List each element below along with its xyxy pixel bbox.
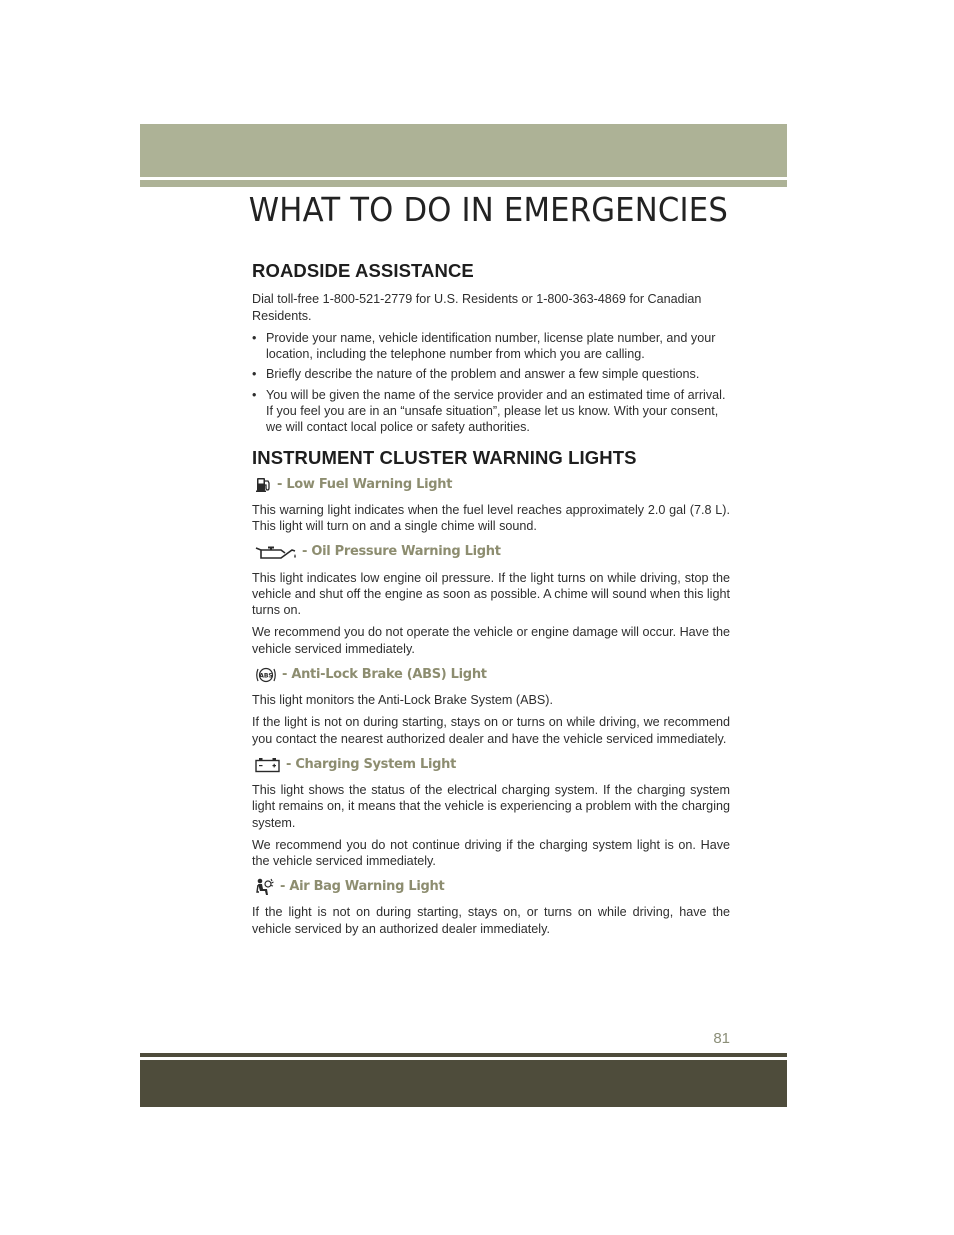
roadside-heading: ROADSIDE ASSISTANCE bbox=[252, 260, 474, 281]
footer-band bbox=[140, 1060, 787, 1107]
air-bag-description: If the light is not on during starting, stays on, or turns on while driving, have the vehicle serviced by an authorized dealer immediately. bbox=[252, 905, 730, 936]
warning-light-charging bbox=[252, 755, 730, 775]
warning-light-low-fuel bbox=[252, 475, 730, 495]
air-bag-icon bbox=[255, 878, 275, 896]
abs-description: This light monitors the Anti-Lock Brake System (ABS). bbox=[252, 693, 553, 708]
warning-light-abs bbox=[252, 665, 730, 685]
roadside-list bbox=[252, 330, 730, 436]
list-item bbox=[252, 366, 730, 382]
low-fuel-description: This warning light indicates when the fuel level reaches approximately 2.0 gal (7.8 L). This light will turn on and a single chime will sound. bbox=[252, 502, 730, 534]
oil-pressure-recommendation: We recommend you do not operate the vehicle or engine damage will occur. Have the vehicle serviced immediately. bbox=[252, 625, 730, 656]
roadside-intro: Dial toll-free 1-800-521-2779 for U.S. Residents or 1-800-363-4869 for Canadian Residents. bbox=[252, 292, 702, 323]
warning-light-oil-pressure bbox=[252, 543, 730, 563]
cluster-heading: INSTRUMENT CLUSTER WARNING LIGHTS bbox=[252, 446, 637, 468]
list-item bbox=[252, 330, 730, 363]
charging-light-label: - Charging System Light bbox=[286, 756, 457, 772]
footer-stripe bbox=[140, 1053, 787, 1057]
oil-pressure-description: This light indicates low engine oil pressure. If the light turns on while driving, stop the vehicle and shut off the engine as soon as possible. A chime will sound when this light turns on. bbox=[252, 570, 730, 618]
header-stripe bbox=[140, 180, 787, 187]
air-bag-light-label: - Air Bag Warning Light bbox=[280, 879, 445, 895]
list-item-text: Provide your name, vehicle identification number, license plate number, and your location, including the telephone number from which you are calling. bbox=[266, 330, 716, 362]
chapter-title: WHAT TO DO IN EMERGENCIES bbox=[248, 190, 729, 229]
list-item bbox=[252, 387, 730, 436]
charging-recommendation: We recommend you do not continue driving if the charging system light is on. Have the vehicle serviced immediately. bbox=[252, 837, 730, 869]
oil-pressure-light-label: - Oil Pressure Warning Light bbox=[302, 544, 501, 560]
abs-icon bbox=[255, 666, 277, 684]
header-band bbox=[140, 124, 787, 177]
bullet-icon: • bbox=[252, 367, 257, 382]
oil-can-icon bbox=[255, 545, 297, 561]
page-content bbox=[252, 260, 730, 945]
list-item-text: Briefly describe the nature of the problem and answer a few simple questions. bbox=[266, 367, 700, 382]
abs-recommendation: If the light is not on during starting, stays on or turns on while driving, we recommend you contact the nearest authorized dealer and have the vehicle serviced immediately. bbox=[252, 715, 730, 746]
abs-icon-text: ABS bbox=[259, 672, 273, 680]
list-item-text: You will be given the name of the service provider and an estimated time of arrival. If you feel you are in an “unsafe situation”, please let us know. With your consent, we will contact local police or safety authorities. bbox=[266, 387, 726, 435]
page-number: 81 bbox=[713, 1030, 730, 1047]
low-fuel-light-label: - Low Fuel Warning Light bbox=[277, 476, 453, 492]
charging-description: This light shows the status of the electrical charging system. If the charging system light remains on, it means that the vehicle is experiencing a problem with the charging system. bbox=[252, 782, 730, 830]
bullet-icon: • bbox=[252, 330, 257, 345]
battery-icon bbox=[255, 757, 281, 773]
fuel-pump-icon bbox=[255, 476, 272, 493]
warning-light-air-bag bbox=[252, 877, 730, 897]
bullet-icon: • bbox=[252, 387, 257, 402]
abs-light-label: - Anti-Lock Brake (ABS) Light bbox=[282, 666, 487, 682]
